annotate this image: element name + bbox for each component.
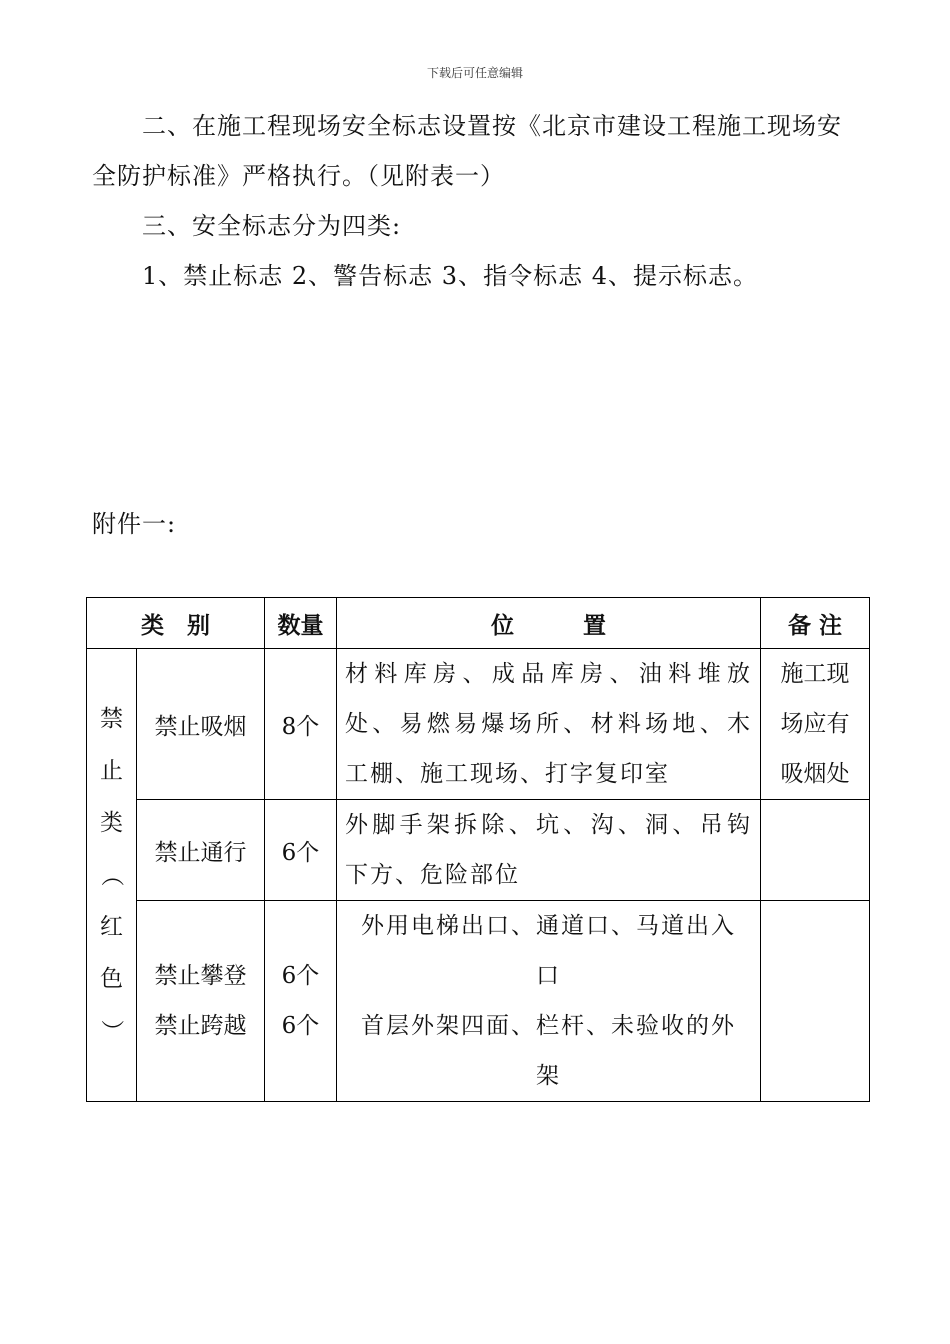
sign-quantity: 6个 6个 xyxy=(265,901,337,1102)
category-prohibition-red: 禁 止 类 （ 红 色 ） xyxy=(87,649,137,1102)
table-header-row xyxy=(87,598,870,649)
sign-quantity: 8个 xyxy=(265,649,337,800)
sign-note: 施工现 场应有 吸烟处 xyxy=(761,649,870,800)
sign-location: 材料库房、成品库房、油料堆放 处、易燃易爆场所、材料场地、木 工棚、施工现场、打字复印室 xyxy=(337,649,761,800)
table-row xyxy=(87,800,870,901)
paragraph-4-sign-types: 1、禁止标志 2、警告标志 3、指令标志 4、提示标志。 xyxy=(142,262,758,290)
table-row xyxy=(87,901,870,1102)
sign-location: 外用电梯出口、通道口、马道出入 口 首层外架四面、栏杆、未验收的外 架 xyxy=(337,901,761,1102)
safety-sign-table xyxy=(86,597,870,1102)
paragraph-3: 三、安全标志分为四类: xyxy=(142,212,402,240)
header-category: 类 别 xyxy=(87,598,265,649)
sign-note xyxy=(761,800,870,901)
sign-name: 禁止通行 xyxy=(137,800,265,901)
paragraph-2-line-1 xyxy=(92,101,862,151)
paragraph-2-line-2: 全防护标准》严格执行。（见附表一） xyxy=(92,162,505,190)
header-note: 备 注 xyxy=(761,598,870,649)
sign-name: 禁止攀登 禁止跨越 xyxy=(137,901,265,1102)
page-header: 下载后可任意编辑 xyxy=(426,66,523,80)
table-row xyxy=(87,649,870,800)
header-quantity: 数量 xyxy=(265,598,337,649)
header-location: 位 置 xyxy=(337,598,761,649)
paragraph-2-text: 二、在施工程现场安全标志设置按《北京市建设工程施工现场安 xyxy=(142,112,842,140)
sign-name: 禁止吸烟 xyxy=(137,649,265,800)
attachment-title: 附件一: xyxy=(92,510,177,538)
sign-location: 外脚手架拆除、坑、沟、洞、吊钩 下方、危险部位 xyxy=(337,800,761,901)
sign-note xyxy=(761,901,870,1102)
sign-quantity: 6个 xyxy=(265,800,337,901)
